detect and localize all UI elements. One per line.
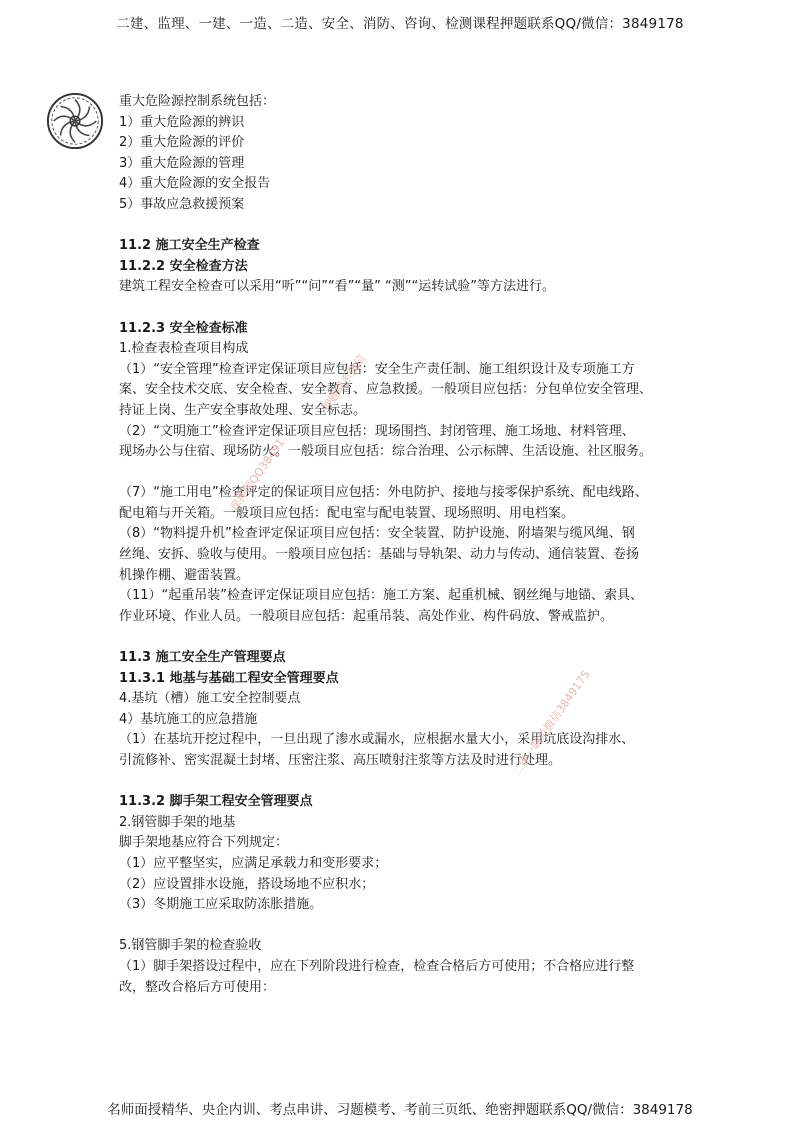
text-line: 5）事故应急救援预案 bbox=[119, 196, 245, 212]
text-line: 1.检查表检查项目构成 bbox=[119, 341, 249, 357]
page-header: 二建、监理、一建、一造、二造、安全、消防、咨询、检测课程押题联系QQ/微信：3849178 bbox=[116, 16, 684, 32]
text-line: 机操作棚、避雷装置。 bbox=[119, 567, 250, 583]
page-footer: 名师面授精华、央企内训、考点串讲、习题模考、考前三页纸、绝密押题联系QQ/微信：3849178 bbox=[107, 1102, 693, 1118]
text-line: 3）重大危险源的管理 bbox=[119, 155, 245, 171]
text-line: 现场办公与住宿、现场防火。一般项目应包括：综合治理、公示标牌、生活设施、社区服务。 bbox=[119, 444, 653, 460]
text-line: （2）“文明施工”检查评定保证项目应包括：现场围挡、封闭管理、施工场地、材料管理、 bbox=[119, 423, 635, 439]
text-line: 持证上岗、生产安全事故处理、安全标志。 bbox=[119, 402, 367, 418]
text-line: （1）在基坑开挖过程中，一旦出现了渗水或漏水，应根据水量大小，采用坑底设沟排水、 bbox=[119, 732, 635, 748]
text-line: （1）“安全管理”检查评定保证项目应包括：安全生产责任制、施工组织设计及专项施工方 bbox=[119, 361, 635, 377]
text-line: （8）“物料提升机”检查评定保证项目应包括：安全装置、防护设施、附墙架与缆风绳、钢 bbox=[119, 526, 635, 542]
section-heading: 11.3.2 脚手架工程安全管理要点 bbox=[119, 794, 313, 810]
section-heading: 11.2.2 安全检查方法 bbox=[119, 258, 248, 274]
watermark: 课押题QQ38491 bbox=[227, 436, 288, 514]
text-line: 4.基坑（槽）施工安全控制要点 bbox=[119, 691, 301, 707]
text-line: 丝绳、安拆、验收与使用。一般项目应包括：基础与导轨架、动力与传动、通信装置、卷扬 bbox=[119, 547, 640, 563]
paragraph-spacer bbox=[119, 216, 689, 237]
paragraph-spacer bbox=[119, 772, 689, 793]
text-line: （1）应平整坚实，应满足承载力和变形要求； bbox=[119, 855, 388, 871]
section-heading: 11.2 施工安全生产检查 bbox=[119, 238, 260, 254]
text-line: 1）重大危险源的辨识 bbox=[119, 114, 245, 130]
text-line: 案、安全技术交底、安全检查、安全教育、应急救援。一般项目应包括：分包单位安全管理、 bbox=[119, 382, 653, 398]
text-line: （1）脚手架搭设过程中，应在下列阶段进行检查，检查合格后方可使用；不合格应进行整 bbox=[119, 958, 635, 974]
text-line: （7）“施工用电”检查评定的保证项目应包括：外电防护、接地与接零保护系统、配电线路、 bbox=[119, 485, 648, 501]
watermark: 二建一联系微信384917S bbox=[509, 667, 593, 779]
text-line: 4）重大危险源的安全报告 bbox=[119, 176, 271, 192]
paragraph-spacer bbox=[119, 916, 689, 937]
section-heading: 11.3 施工安全生产管理要点 bbox=[119, 650, 286, 666]
paragraph-spacer bbox=[119, 298, 689, 319]
section-heading: 11.3.1 地基与基础工程安全管理要点 bbox=[119, 670, 339, 686]
text-line: （2）应设置排水设施，搭设场地不应积水； bbox=[119, 876, 375, 892]
text-line: 2.钢管脚手架的地基 bbox=[119, 814, 236, 830]
text-line: （11）“起重吊装”检查评定保证项目应包括：施工方案、起重机械、钢丝绳与地锚、索具、 bbox=[119, 588, 644, 604]
text-line: 作业环境、作业人员。一般项目应包括：起重吊装、高处作业、构件码放、警戒监护。 bbox=[119, 608, 614, 624]
text-line: （3）冬期施工应采取防冻胀措施。 bbox=[119, 897, 323, 913]
watermark: 押题联系微信 bbox=[319, 352, 369, 414]
text-line: 重大危险源控制系统包括： bbox=[119, 94, 276, 109]
text-line: 引流修补、密实混凝土封堵、压密注浆、高压喷射注浆等方法及时进行处理。 bbox=[119, 753, 562, 768]
decorative-seal-icon bbox=[46, 92, 104, 150]
text-line: 改，整改合格后方可使用： bbox=[119, 979, 276, 995]
text-line: 脚手架地基应符合下列规定： bbox=[119, 835, 289, 851]
text-line: 2）重大危险源的评价 bbox=[119, 135, 245, 151]
document-body bbox=[119, 92, 689, 998]
section-heading: 11.2.3 安全检查标准 bbox=[119, 320, 248, 336]
text-line: 5.钢管脚手架的检查验收 bbox=[119, 938, 262, 954]
text-line: 建筑工程安全检查可以采用“听”“问”“看”“量” “测”“运转试验”等方法进行。 bbox=[119, 279, 555, 295]
paragraph-spacer bbox=[119, 627, 689, 648]
text-line: 配电箱与开关箱。一般项目应包括：配电室与配电装置、现场照明、用电档案。 bbox=[119, 505, 575, 521]
text-line: 4）基坑施工的应急措施 bbox=[119, 711, 258, 727]
paragraph-spacer bbox=[119, 463, 689, 484]
